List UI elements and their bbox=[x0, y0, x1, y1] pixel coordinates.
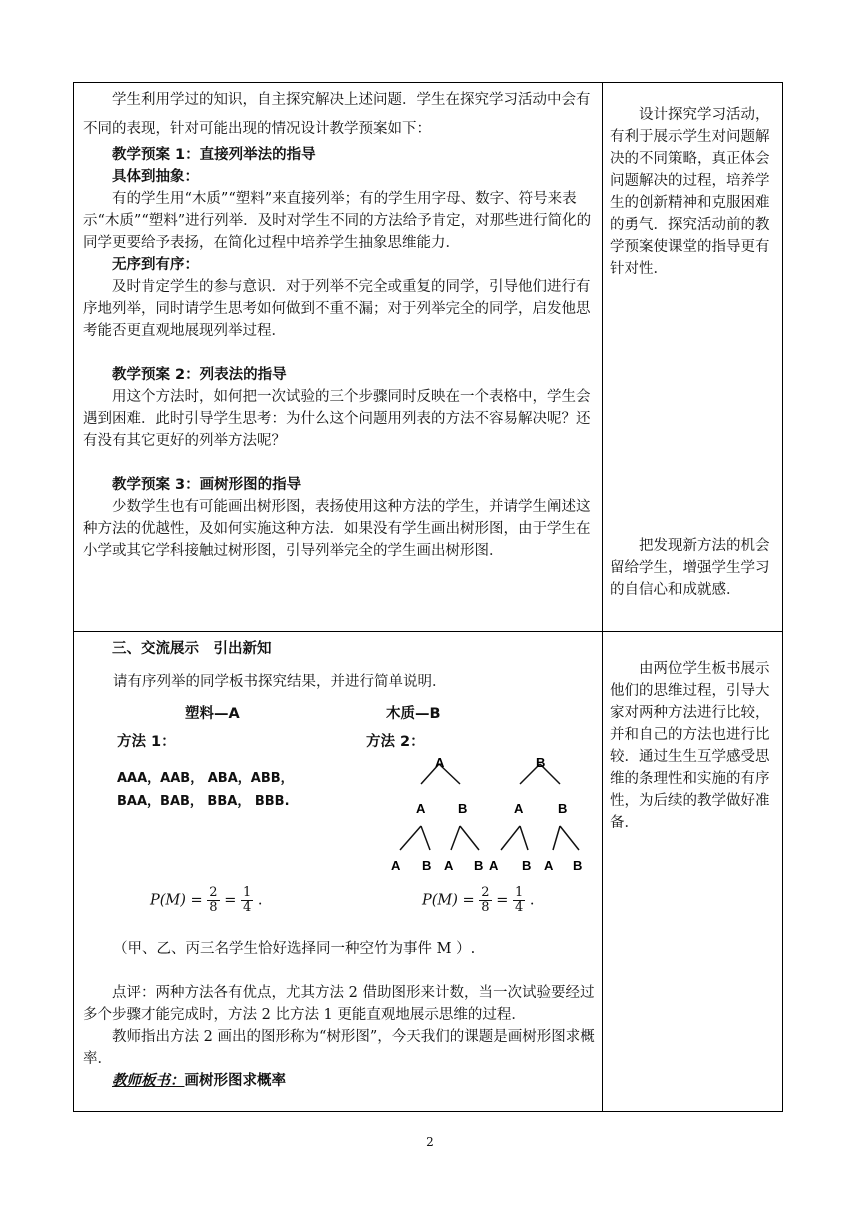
prob-eq: = bbox=[462, 892, 475, 909]
instruction: 请有序列举的同学板书探究结果，并进行简单说明． bbox=[113, 674, 447, 690]
denominator: 4 bbox=[514, 900, 524, 915]
numerator: 1 bbox=[242, 885, 252, 900]
numerator: 2 bbox=[481, 885, 490, 900]
numerator: 1 bbox=[514, 885, 524, 900]
tree-l3-5: B bbox=[522, 858, 532, 873]
tree-l3-0: A bbox=[391, 858, 401, 873]
tree-root-b: B bbox=[536, 755, 546, 770]
tree-l3-3: B bbox=[474, 858, 484, 873]
tree-l3-1: B bbox=[422, 858, 432, 873]
tree-l3-4: A bbox=[489, 858, 499, 873]
probability-formula-1 bbox=[150, 886, 262, 915]
numerator: 2 bbox=[209, 885, 218, 900]
fraction-2-8 bbox=[479, 886, 491, 915]
tree-l2-0: A bbox=[416, 801, 426, 816]
plan1-text2: 及时肯定学生的参与意识．对于列举不完全或重复的同学，引导他们进行有序地列举，同时请学生思考如何做到不重不漏；对于列举完全的同学，启发他思考能否更直观地展现列举过程． bbox=[83, 279, 591, 339]
list-line-1: AAA，AAB， ABA，ABB， bbox=[117, 771, 294, 786]
plan1-title: 教学预案 1：直接列举法的指导 bbox=[112, 147, 316, 163]
fraction-1-4 bbox=[513, 886, 525, 915]
plan1-text1: 有的学生用“木质”“塑料”来直接列举；有的学生用字母、数字、符号来表示“木质”“塑料”进行列举．及时对学生不同的方法给予肯定，对那些进行简化的同学更要给予表扬，在简化过程中培养学生抽象思维能力． bbox=[83, 191, 592, 251]
denominator: 8 bbox=[481, 900, 490, 915]
design-note-2-text: 把发现新方法的机会留给学生，增强学生学习的自信心和成就感． bbox=[610, 538, 770, 598]
row-divider bbox=[73, 631, 783, 632]
label-wood: 木质—B bbox=[386, 706, 441, 722]
probability-formula-2 bbox=[422, 886, 534, 915]
design-note-3 bbox=[610, 658, 776, 834]
plan2-text: 用这个方法时，如何把一次试验的三个步骤同时反映在一个表格中，学生会遇到困难．此时引导学生思考：为什么这个问题用列表的方法不容易解决呢？还有没有其它更好的列举方法呢？ bbox=[83, 389, 591, 449]
design-note-3-text: 由两位学生板书展示他们的思维过程，引导大家对两种方法进行比较，并和自己的方法也进行比较．通过生生互学感受思维的条理性和实施的有序性，为后续的教学做好准备． bbox=[610, 661, 770, 831]
plan1-sub2: 无序到有序： bbox=[112, 257, 199, 273]
board-line bbox=[83, 1070, 597, 1092]
prob-lhs: P(M) bbox=[150, 892, 186, 909]
fraction-1-4 bbox=[241, 886, 253, 915]
tree-l2-2: A bbox=[514, 801, 524, 816]
page-number: 2 bbox=[426, 1135, 434, 1149]
teacher-note: 教师指出方法 2 画出的图形称为“树形图”，今天我们的课题是画树形图求概率． bbox=[83, 1029, 595, 1067]
label-plastic: 塑料—A bbox=[185, 706, 240, 722]
row2-comments bbox=[83, 982, 597, 1092]
prob-eq: = bbox=[190, 892, 203, 909]
tree-diagram bbox=[380, 752, 600, 882]
prob-eq: = bbox=[224, 892, 237, 909]
fraction-2-8 bbox=[207, 886, 219, 915]
board-text: 画树形图求概率 bbox=[184, 1073, 286, 1089]
column-divider bbox=[602, 82, 603, 1112]
plan3-title: 教学预案 3：画树形图的指导 bbox=[112, 477, 302, 493]
tree-l3-7: B bbox=[573, 858, 583, 873]
tree-root-a: A bbox=[435, 755, 445, 770]
design-note-1-text: 设计探究学习活动，有利于展示学生对问题解决的不同策略，真正体会问题解决的过程，培养学生的创新精神和克服困难的勇气．探究活动前的教学预案使课堂的指导更有针对性． bbox=[610, 107, 770, 277]
plan2-title: 教学预案 2：列表法的指导 bbox=[112, 367, 287, 383]
plan1-sub1: 具体到抽象： bbox=[112, 169, 199, 185]
prob-end: . bbox=[529, 892, 535, 909]
denominator: 4 bbox=[242, 900, 252, 915]
comment-text: 点评：两种方法各有优点，尤其方法 2 借助图形来计数，当一次试验要经过多个步骤才能完成时，方法 2 比方法 1 更能直观地展示思维的过程． bbox=[83, 985, 595, 1023]
plan3-text: 少数学生也有可能画出树形图，表扬使用这种方法的学生，并请学生阐述这种方法的优越性，及如何实施这种方法．如果没有学生画出树形图，由于学生在小学或其它学科接触过树形图，引导列举完全的学生画出树形图． bbox=[83, 499, 591, 559]
event-note: （甲、乙、丙三名学生恰好选择同一种空竹为事件 M ）. bbox=[113, 941, 476, 957]
tree-l3-6: A bbox=[544, 858, 554, 873]
denominator: 8 bbox=[209, 900, 218, 915]
tree-l3-2: A bbox=[444, 858, 454, 873]
section-title: 三、交流展示 引出新知 bbox=[112, 641, 272, 657]
method2-label: 方法 2： bbox=[366, 734, 425, 750]
list-line-2: BAA，BAB， BBA， BBB. bbox=[117, 794, 290, 809]
design-note-1 bbox=[610, 104, 776, 280]
prob-end: . bbox=[257, 892, 263, 909]
row1-content bbox=[83, 86, 597, 562]
method1-label: 方法 1： bbox=[117, 734, 176, 750]
board-label: 教师板书： bbox=[112, 1073, 185, 1089]
prob-lhs: P(M) bbox=[422, 892, 458, 909]
prob-eq: = bbox=[496, 892, 509, 909]
tree-l2-1: B bbox=[458, 801, 468, 816]
intro-text: 学生利用学过的知识，自主探究解决上述问题．学生在探究学习活动中会有不同的表现，针对可能出现的情况设计教学预案如下： bbox=[83, 92, 591, 137]
tree-l2-3: B bbox=[558, 801, 568, 816]
design-note-2 bbox=[610, 535, 776, 601]
